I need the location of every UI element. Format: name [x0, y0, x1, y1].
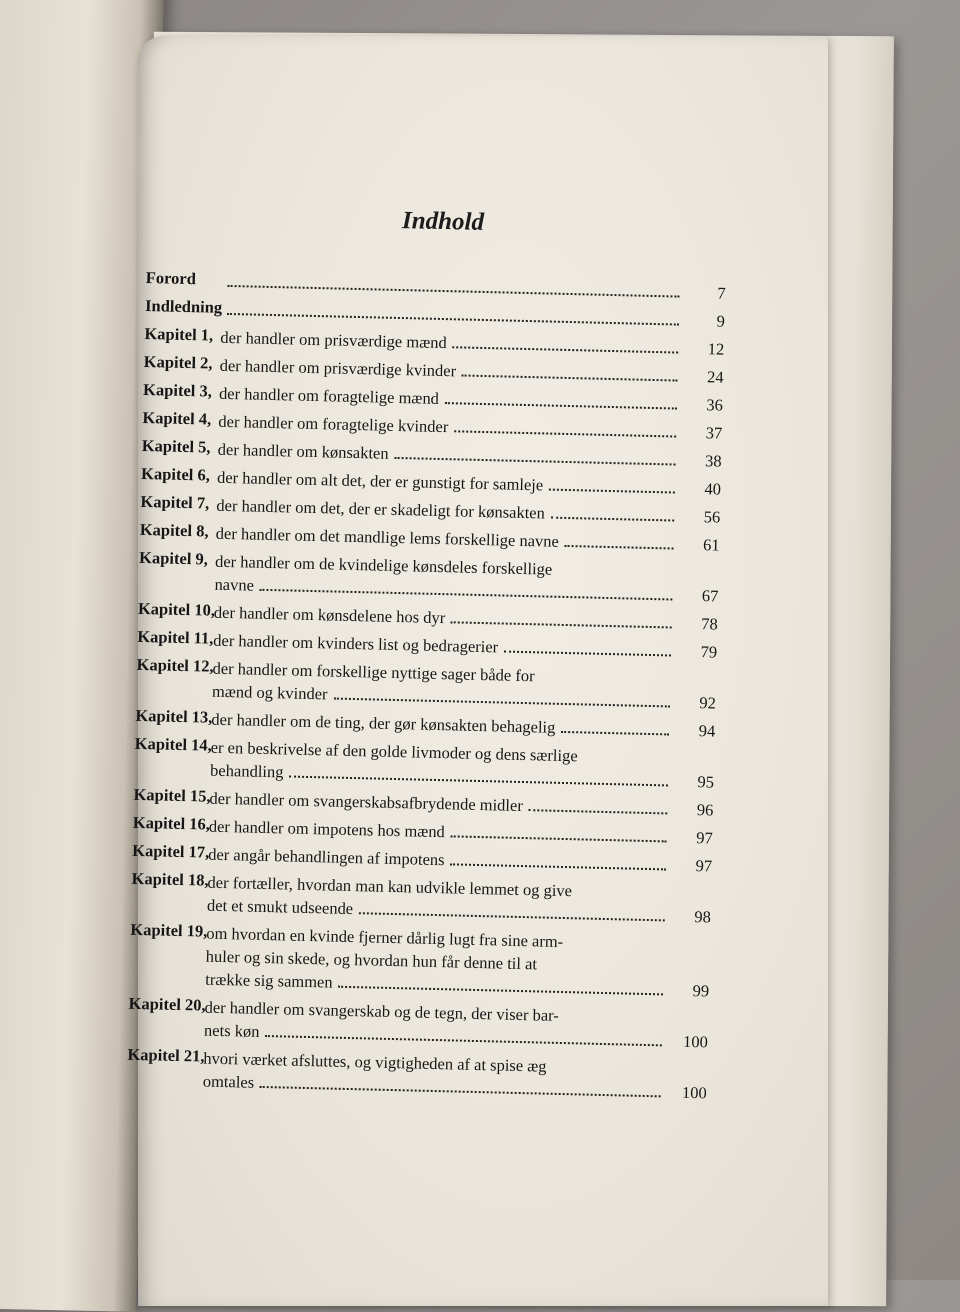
toc-entry-label: Kapitel 10,: [137, 598, 216, 620]
dot-leader: [454, 430, 676, 437]
toc-entry-text: nets køn: [203, 1020, 260, 1041]
toc-entry-text: der handler om de ting, der gør kønsakten behagelig: [211, 709, 556, 737]
toc-entry-text: omtales: [202, 1071, 255, 1092]
toc-entry-label: Kapitel 9,: [138, 547, 209, 569]
toc-entry-text: der handler om de kvindelige kønsdeles forskellige: [214, 551, 553, 579]
toc-entry-text: behandling: [209, 760, 284, 782]
toc-entry-text: der handler om forskellige nyttige sager både for: [212, 658, 535, 686]
toc-entry-label: Kapitel 7,: [140, 491, 210, 513]
toc-page-number: 99: [692, 981, 710, 1001]
toc-page-number: 100: [682, 1031, 709, 1052]
toc-entry: [127, 1045, 708, 1105]
toc-entry-text: der handler om prisværdige kvinder: [219, 355, 457, 381]
toc-entry-text: navne: [214, 574, 255, 595]
toc-entry-label: Kapitel 13,: [135, 705, 213, 727]
toc-entry: [131, 869, 712, 929]
toc-entry-label: Kapitel 17,: [132, 840, 210, 862]
toc-entry-text: er en beskrivelse af den golde livmoder og dens særlige: [210, 737, 578, 766]
toc-page-number: 92: [699, 693, 717, 713]
toc-page-number: 97: [695, 856, 713, 876]
toc-entry-label: Forord: [145, 268, 197, 289]
toc-page-number: 7: [717, 283, 726, 303]
toc-page-number: 38: [704, 451, 722, 471]
toc-entry-text: der fortæller, hvordan man kan udvikle lemmet og give: [207, 872, 573, 901]
toc-page-number: 79: [700, 642, 718, 662]
toc-page-number: 95: [697, 772, 715, 792]
dot-leader: [565, 545, 674, 550]
toc-entry-label: Kapitel 16,: [132, 812, 211, 834]
dot-leader: [228, 285, 680, 298]
toc-page-number: 78: [701, 614, 718, 634]
toc-page-number: 100: [681, 1082, 707, 1103]
toc-entry: [129, 920, 710, 1003]
toc-page-number: 67: [701, 586, 719, 606]
toc-page-number: 12: [707, 339, 725, 359]
dot-leader: [504, 651, 671, 657]
toc-entry-label: Kapitel 3,: [142, 379, 213, 401]
dot-leader: [529, 809, 668, 814]
toc-entry-text: der handler om kønsdelene hos dyr: [213, 602, 446, 628]
toc-entry-text: der angår behandlingen af impotens: [207, 844, 445, 870]
toc-page-number: 37: [705, 423, 723, 443]
toc-entry: [136, 655, 717, 715]
toc-entry: [138, 548, 719, 608]
toc-entry-text: der handler om prisværdige mænd: [220, 327, 447, 353]
toc-page-number: 40: [704, 479, 722, 499]
dot-leader: [394, 457, 675, 466]
toc-entry-label: Kapitel 20,: [128, 993, 206, 1015]
dot-leader: [450, 863, 666, 870]
toc-entry-text: det et smukt udseende: [206, 895, 354, 919]
toc-entry-text: hvori værket afsluttes, og vigtigheden af at spise æg: [203, 1048, 547, 1076]
toc-entry-label: Kapitel 15,: [133, 784, 211, 806]
dot-leader: [333, 698, 669, 708]
toc-page-number: 24: [706, 367, 724, 387]
toc-entry-text: der handler om det mandlige lems forskellige navne: [215, 523, 560, 551]
dot-leader: [451, 835, 667, 842]
toc-entry-label: Kapitel 2,: [143, 351, 213, 373]
dot-leader: [451, 621, 672, 628]
toc-page-number: 96: [696, 800, 714, 820]
toc-entry-label: Kapitel 11,: [137, 626, 214, 648]
toc-entry-text: der handler om svangerskab og de tegn, der viser bar-: [204, 997, 560, 1025]
toc-page-number: 61: [702, 535, 720, 555]
dot-leader: [289, 776, 668, 787]
dot-leader: [339, 986, 664, 996]
toc-entry-text: om hvordan en kvinde fjerner dårlig lugt fra sine arm-: [206, 923, 564, 952]
toc-entry-label: Kapitel 14,: [134, 733, 212, 755]
toc-entry-label: Kapitel 12,: [136, 654, 214, 676]
dot-leader: [551, 517, 674, 522]
toc-entry-text: der handler om det, der er skadeligt for kønsakten: [216, 495, 546, 523]
toc-entry-text: der handler om foragtelige kvinder: [218, 411, 449, 437]
toc-entry-label: Kapitel 18,: [131, 868, 209, 890]
toc-entry: [134, 734, 715, 794]
dot-leader: [260, 1086, 661, 1097]
toc-entry-label: Kapitel 21,: [127, 1044, 205, 1066]
toc-page-number: 9: [716, 311, 726, 331]
toc-entry-label: Kapitel 8,: [139, 519, 209, 541]
toc-entry-text: trække sig sammen: [205, 969, 333, 992]
toc-entry-text: mænd og kvinder: [211, 681, 328, 704]
toc-entry-label: Kapitel 19,: [130, 919, 208, 941]
toc-page-number: 56: [703, 507, 721, 527]
toc-page-number: 97: [696, 828, 713, 848]
dot-leader: [260, 589, 673, 601]
toc-entry: [128, 994, 709, 1054]
toc-entry-text: der handler om alt det, der er gunstigt for samleje: [216, 467, 544, 495]
toc-entry-label: Kapitel 6,: [140, 463, 211, 485]
toc-page-number: 94: [698, 721, 716, 741]
toc-entry-text: der handler om kønsakten: [217, 439, 389, 463]
toc-entry-label: Kapitel 4,: [142, 407, 212, 429]
toc-page-number: 36: [706, 395, 724, 415]
toc-entry-text: der handler om foragtelige mænd: [218, 383, 440, 408]
toc-entry-text: der handler om impotens hos mænd: [208, 816, 446, 842]
dot-leader: [561, 731, 669, 736]
toc-entry-text: huler og sin skede, og hvordan hun får denne til at: [205, 946, 538, 974]
dot-leader: [227, 313, 679, 326]
dot-leader: [359, 912, 665, 921]
dot-leader: [549, 489, 675, 494]
toc-page-number: 98: [694, 907, 712, 927]
dot-leader: [453, 346, 679, 353]
dot-leader: [462, 374, 678, 381]
toc-entry-text: der handler om kvinders list og bedragerier: [213, 630, 499, 657]
toc-heading: Indhold: [401, 207, 485, 236]
toc-entry-label: Kapitel 5,: [141, 435, 211, 457]
toc-entry-text: der handler om svangerskabsafbrydende midler: [209, 788, 524, 816]
table-of-contents: [126, 268, 725, 1109]
dot-leader: [445, 402, 677, 409]
toc-entry-label: Indledning: [144, 295, 223, 317]
toc-entry-label: Kapitel 1,: [144, 323, 214, 345]
dot-leader: [265, 1035, 661, 1046]
